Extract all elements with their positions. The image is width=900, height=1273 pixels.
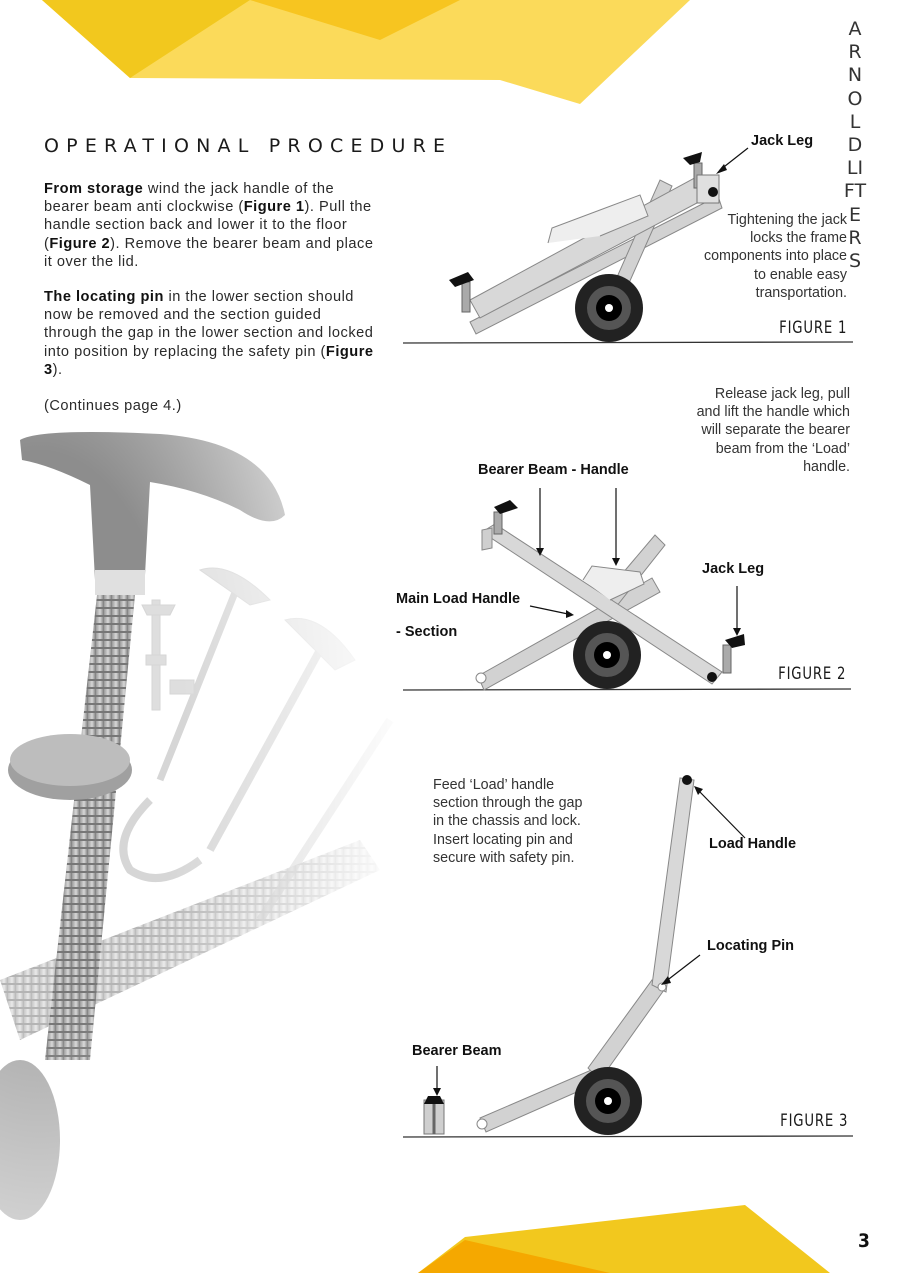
figure-3-callout-bearer-beam: Bearer Beam [412, 1043, 502, 1059]
figure-3-callout-load-handle: Load Handle [709, 836, 797, 852]
figure-1-label: FIGURE 1 [778, 318, 847, 338]
figure-2-callout-main-load-handle: Main Load Handle [396, 591, 521, 607]
brand-vertical: ARNOLDLIFTERS [843, 18, 867, 273]
paragraph-lead: From storage [44, 181, 144, 197]
figure-2-callout-bearer-beam-handle: Bearer Beam - Handle [478, 462, 629, 478]
note-line: components into place [703, 248, 847, 265]
note-line: locks the frame [750, 230, 847, 247]
note-line: Insert locating pin and [433, 831, 573, 848]
figure-ref: Figure 3 [44, 343, 374, 378]
figure-2-callout-section: - Section [396, 624, 458, 640]
continues-note: (Continues page 4.) [44, 398, 182, 414]
figure-ref: Figure 2 [49, 235, 111, 252]
figure-3-label: FIGURE 3 [779, 1111, 848, 1131]
figure-3-note [433, 776, 633, 867]
figure-2-callout-jack-leg: Jack Leg [702, 561, 765, 577]
paragraph-lead: The locating pin [44, 289, 164, 305]
note-line: secure with safety pin. [433, 849, 575, 866]
figure-1-callout-jack-leg: Jack Leg [751, 133, 814, 149]
note-line: Feed ‘Load’ handle [433, 777, 555, 793]
note-line: and lift the handle which [696, 404, 850, 421]
figure-3-callout-locating-pin: Locating Pin [707, 938, 794, 954]
note-line: transportation. [755, 284, 847, 301]
paragraph-text: ). Pull the handle section back and lower it to the floor ( [44, 199, 372, 252]
note-line: will separate the bearer [701, 422, 850, 439]
note-line: in the chassis and lock. [433, 813, 581, 830]
note-line: section through the gap [433, 795, 583, 812]
page-number: 3 [858, 1230, 870, 1252]
note-line: to enable easy [754, 266, 847, 283]
note-line: Tightening the jack [727, 212, 847, 228]
paragraph-text: wind the jack handle of the bearer beam anti clockwise ( [44, 181, 335, 216]
note-line: handle. [803, 458, 850, 475]
page-title: OPERATIONAL PROCEDURE [44, 135, 453, 157]
paragraph-text: in the lower section should now be removed and the section guided through the gap in the lower section and locked into position by replacing the safety pin ( [44, 289, 374, 360]
figure-ref: Figure 1 [243, 199, 305, 216]
note-line: beam from the ‘Load’ [715, 440, 850, 457]
paragraph-text: ). [52, 361, 63, 378]
figure-2-label: FIGURE 2 [777, 664, 846, 684]
paragraph-text: ). Remove the bearer beam and place it over the lid. [44, 235, 374, 270]
note-line: Release jack leg, pull [714, 386, 850, 402]
